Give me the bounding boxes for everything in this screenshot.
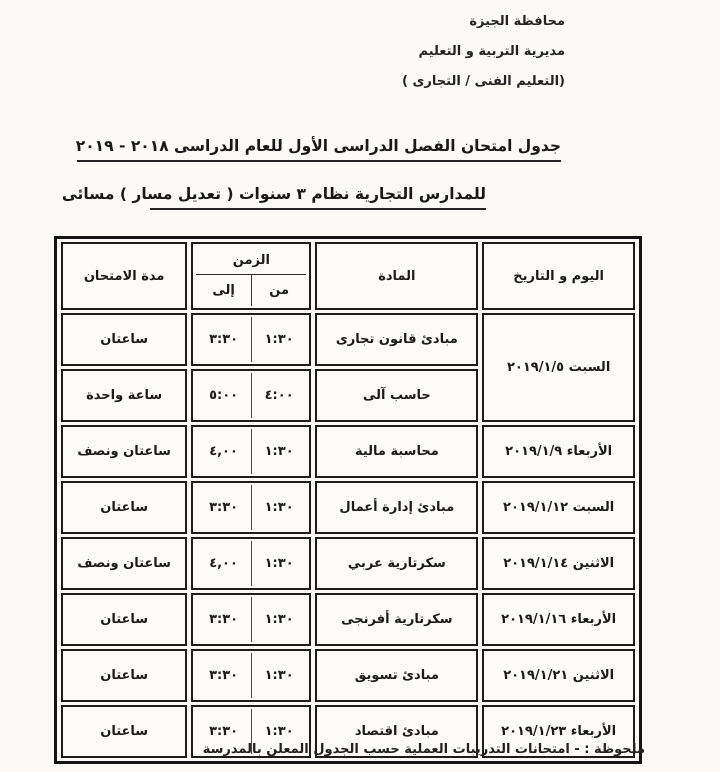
org-governorate: محافظة الجيزة [469,14,565,29]
subject-cell: سكرتارية عربي [315,537,478,590]
duration-cell: ساعتان [61,649,187,702]
table-body [61,313,635,758]
time-from-value: ١:٣٠ [251,709,307,754]
header-day-date: اليوم و التاريخ [482,242,635,310]
time-from-value: ١:٣٠ [251,653,307,698]
header-row [61,242,635,310]
time-cell [191,313,311,366]
time-to-value: ٣:٣٠ [209,500,239,515]
document-title-line2: للمدارس التجارية نظام ٣ سنوات ( تعديل مسار ) مسائى [150,185,486,210]
duration-cell: ساعتان [61,313,187,366]
time-cell [191,369,311,422]
org-directorate: مديرية التربية و التعليم [418,44,565,59]
time-from-value: ١:٣٠ [251,485,307,530]
time-to-value: ٣:٣٠ [209,612,239,627]
subject-cell: محاسبة مالية [315,425,478,478]
time-cell [191,593,311,646]
header-time-to: إلى [212,283,235,299]
table-row [61,481,635,534]
time-to-value: ٤,٠٠ [209,556,238,571]
time-from-value: ٤:٠٠ [251,373,307,418]
org-department: (التعليم الفنى / التجارى ) [402,74,565,89]
header-subject: المادة [315,242,478,310]
date-cell: الأربعاء ٢٠١٩/١/٩ [482,425,635,478]
subject-cell: مبادئ اقتصاد [315,705,478,758]
subject-cell: سكرتارية أفرنجى [315,593,478,646]
subject-cell: مبادئ إدارة أعمال [315,481,478,534]
table-row [61,593,635,646]
date-cell: السبت ٢٠١٩/١/٥ [482,313,635,422]
table-row [61,425,635,478]
document-title-line1: جدول امتحان الفصل الدراسى الأول للعام الدراسى ٢٠١٨ - ٢٠١٩ [77,137,561,162]
table-row [61,649,635,702]
time-from-value: ١:٣٠ [251,541,307,586]
table-row [61,537,635,590]
date-cell: الاثنين ٢٠١٩/١/١٤ [482,537,635,590]
subject-cell: مبادئ تسويق [315,649,478,702]
duration-cell: ساعتان ونصف [61,425,187,478]
organization-header [402,7,565,97]
header-duration: مدة الامتحان [61,242,187,310]
footer-note: ملحوظة : - امتحانات التدريبات العملية حسب الجدول المعلن بالمدرسة [202,742,645,757]
duration-cell: ساعة واحدة [61,369,187,422]
time-from-value: ١:٣٠ [251,317,307,362]
duration-cell: ساعتان [61,593,187,646]
time-cell [191,537,311,590]
time-cell [191,481,311,534]
time-cell [191,425,311,478]
duration-cell: ساعتان [61,705,187,758]
header-time-from: من [251,275,307,306]
time-to-value: ٣:٣٠ [209,332,239,347]
duration-cell: ساعتان ونصف [61,537,187,590]
header-time: الزمن [196,246,306,275]
table-row [61,313,635,366]
date-cell: الأربعاء ٢٠١٩/١/٢٣ [482,705,635,758]
time-cell [191,649,311,702]
date-cell: الأربعاء ٢٠١٩/١/١٦ [482,593,635,646]
subject-cell: مبادئ قانون تجارى [315,313,478,366]
time-to-value: ٣:٣٠ [209,668,239,683]
time-from-value: ١:٣٠ [251,597,307,642]
table-header [61,242,635,310]
duration-cell: ساعتان [61,481,187,534]
date-cell: السبت ٢٠١٩/١/١٢ [482,481,635,534]
header-time-group [191,242,311,310]
subject-cell: حاسب آلى [315,369,478,422]
time-to-value: ٤,٠٠ [209,444,238,459]
time-to-value: ٥:٠٠ [209,388,239,403]
date-cell: الاثنين ٢٠١٩/١/٢١ [482,649,635,702]
exam-schedule-table [54,236,642,764]
time-to-value: ٣:٣٠ [209,724,239,739]
time-from-value: ١:٣٠ [251,429,307,474]
